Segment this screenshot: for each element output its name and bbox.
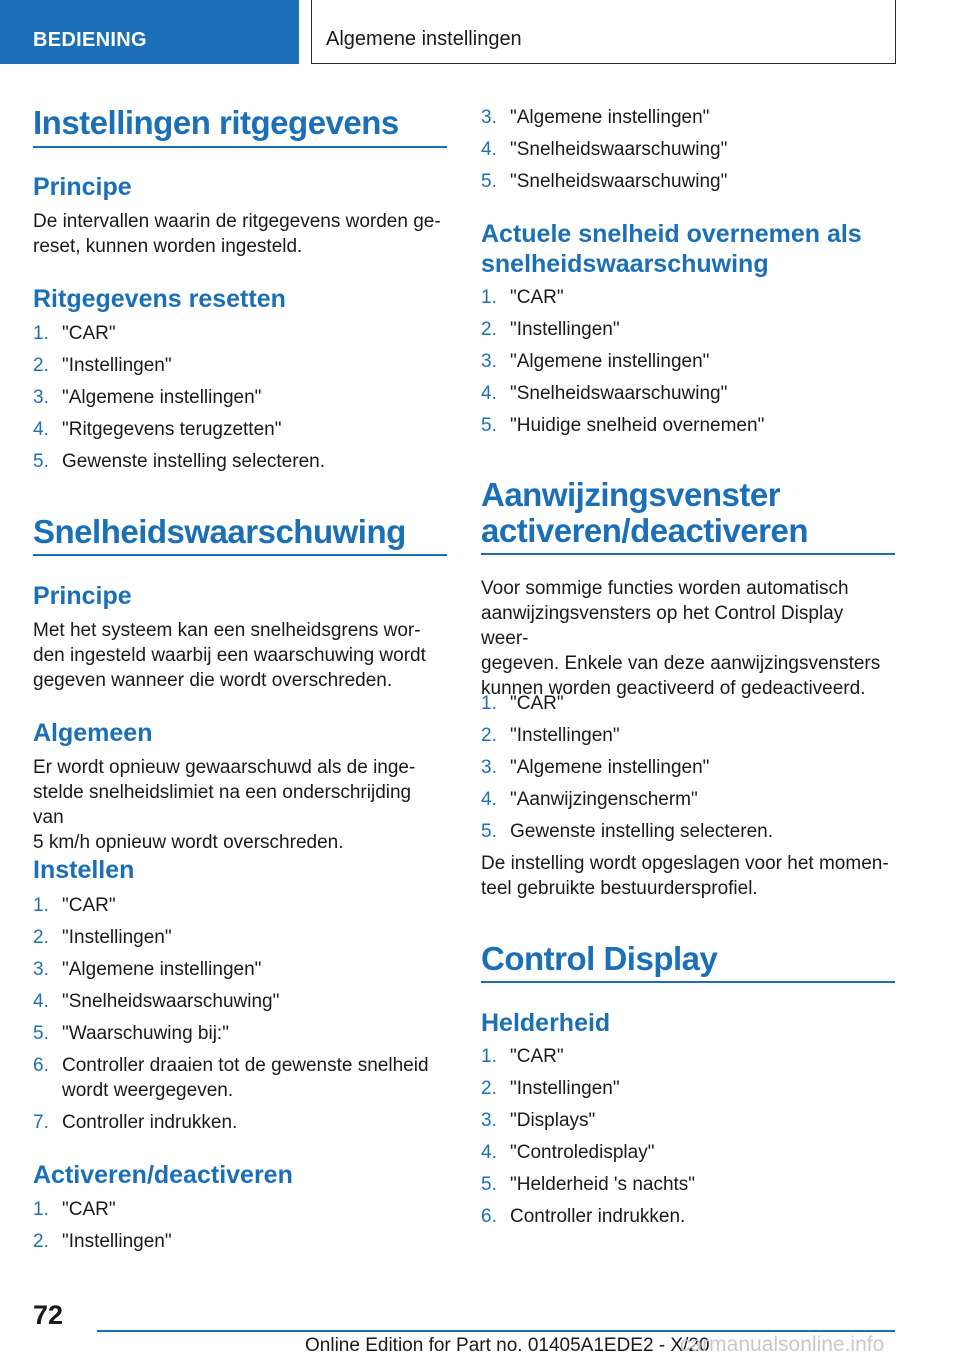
list-item: 2. "Instellingen": [481, 319, 620, 340]
list-item: 5. Gewenste instelling selecteren.: [33, 451, 325, 472]
instellen-steps: [33, 893, 447, 1142]
list-item: 1. "CAR": [33, 323, 116, 344]
heading-trip-settings: Instellingen ritgegevens: [33, 104, 399, 141]
text-line: Er wordt opnieuw gewaarschuwd als de inge-: [33, 757, 416, 778]
footer-rule: [97, 1330, 895, 1332]
heading-line: snelheidswaarschuwing: [481, 250, 769, 278]
paragraph-principe-1: [33, 209, 441, 259]
aanwijzing-steps: [481, 691, 895, 851]
subheading-reset: Ritgegevens resetten: [33, 285, 286, 313]
page-number: 72: [33, 1300, 64, 1330]
heading-control-display: Control Display: [481, 940, 718, 977]
list-item: 1. "CAR": [481, 693, 564, 714]
reset-steps: [33, 321, 447, 481]
text-line: gegeven. Enkele van deze aanwijzingsvensters: [481, 653, 881, 674]
list-item: 2. "Instellingen": [33, 1231, 172, 1252]
subheading-principe-2: Principe: [33, 582, 132, 610]
text-line: den ingesteld waarbij een waarschuwing wordt: [33, 645, 426, 666]
heading-line: activeren/deactiveren: [481, 512, 809, 549]
heading-line: Aanwijzingsvenster: [481, 476, 781, 513]
text-line: aanwijzingsvensters op het Control Display weer-: [481, 603, 844, 649]
list-item: 5. Gewenste instelling selecteren.: [481, 821, 773, 842]
text-line: stelde snelheidslimiet na een onderschrijding van: [33, 782, 412, 828]
list-item: 5. "Snelheidswaarschuwing": [481, 171, 728, 192]
list-item: 5. "Helderheid 's nachts": [481, 1174, 696, 1195]
list-item: 7. Controller indrukken.: [33, 1112, 238, 1133]
watermark: carmanualsonline.info: [680, 1333, 885, 1356]
heading-rule: [481, 553, 895, 555]
list-item: 3. "Algemene instellingen": [33, 959, 262, 980]
paragraph-algemeen: [33, 755, 447, 855]
text-line: De instelling wordt opgeslagen voor het momen-: [481, 853, 889, 874]
subheading-algemeen: Algemeen: [33, 719, 153, 747]
chapter-label: Algemene instellingen: [326, 28, 522, 50]
paragraph-principe-2: [33, 618, 426, 693]
list-item: 2. "Instellingen": [481, 725, 620, 746]
text-line: 5 km/h opnieuw wordt overschreden.: [33, 832, 344, 853]
text-line: reset, kunnen worden ingesteld.: [33, 236, 303, 257]
heading-speed-warning: Snelheidswaarschuwing: [33, 513, 406, 550]
list-item: 4. "Snelheidswaarschuwing": [481, 139, 728, 160]
list-item: 4. "Controledisplay": [481, 1142, 655, 1163]
subheading-principe-1: Principe: [33, 173, 132, 201]
text-line: teel gebruikte bestuurdersprofiel.: [481, 878, 758, 899]
helderheid-steps: [481, 1044, 895, 1236]
section-tab: [0, 0, 299, 64]
heading-aanwijzingsvenster: [481, 477, 808, 549]
list-item: 4. "Snelheidswaarschuwing": [481, 383, 728, 404]
section-label: BEDIENING: [33, 29, 147, 51]
activeren-steps-continued: [481, 105, 895, 201]
text-line: Met het systeem kan een snelheidsgrens wor-: [33, 620, 421, 641]
list-item: 1. "CAR": [481, 287, 564, 308]
list-item: 5. "Waarschuwing bij:": [33, 1023, 229, 1044]
list-item: 1. "CAR": [481, 1046, 564, 1067]
list-item: 3. "Displays": [481, 1110, 596, 1131]
actuele-steps: [481, 285, 895, 445]
list-item: 2. "Instellingen": [33, 355, 172, 376]
text-line: gegeven wanneer die wordt overschreden.: [33, 670, 393, 691]
subheading-activeren: Activeren/deactiveren: [33, 1161, 293, 1189]
list-item: 1. "CAR": [33, 1199, 116, 1220]
list-item: 5. "Huidige snelheid overnemen": [481, 415, 765, 436]
list-item: 4. "Snelheidswaarschuwing": [33, 991, 280, 1012]
subheading-actuele-snelheid: [481, 219, 862, 279]
list-item: 2. "Instellingen": [481, 1078, 620, 1099]
heading-rule: [33, 554, 447, 556]
edition-info: Online Edition for Part no. 01405A1EDE2 - X/20: [305, 1335, 710, 1356]
list-item: 6. Controller draaien tot de gewenste snelheid wordt weergegeven.: [33, 1055, 429, 1101]
list-item: 3. "Algemene instellingen": [481, 107, 710, 128]
chapter-tab: [311, 0, 896, 64]
paragraph-aanwijzing-note: [481, 851, 889, 901]
heading-line: Actuele snelheid overnemen als: [481, 220, 862, 248]
list-item: 2. "Instellingen": [33, 927, 172, 948]
activeren-steps: [33, 1197, 447, 1261]
text-line: Voor sommige functies worden automatisch: [481, 578, 849, 599]
text-line: De intervallen waarin de ritgegevens worden ge-: [33, 211, 441, 232]
list-item: 1. "CAR": [33, 895, 116, 916]
list-item: 4. "Aanwijzingenscherm": [481, 789, 698, 810]
paragraph-aanwijzing: [481, 576, 895, 701]
list-item: 6. Controller indrukken.: [481, 1206, 686, 1227]
heading-rule: [481, 981, 895, 983]
list-item: 3. "Algemene instellingen": [481, 351, 710, 372]
subheading-instellen: Instellen: [33, 856, 135, 884]
list-item: 3. "Algemene instellingen": [481, 757, 710, 778]
list-item: 4. "Ritgegevens terugzetten": [33, 419, 282, 440]
list-item: 3. "Algemene instellingen": [33, 387, 262, 408]
heading-rule: [33, 146, 447, 148]
subheading-helderheid: Helderheid: [481, 1009, 611, 1037]
text-line: kunnen worden geactiveerd of gedeactiveerd.: [481, 678, 866, 699]
